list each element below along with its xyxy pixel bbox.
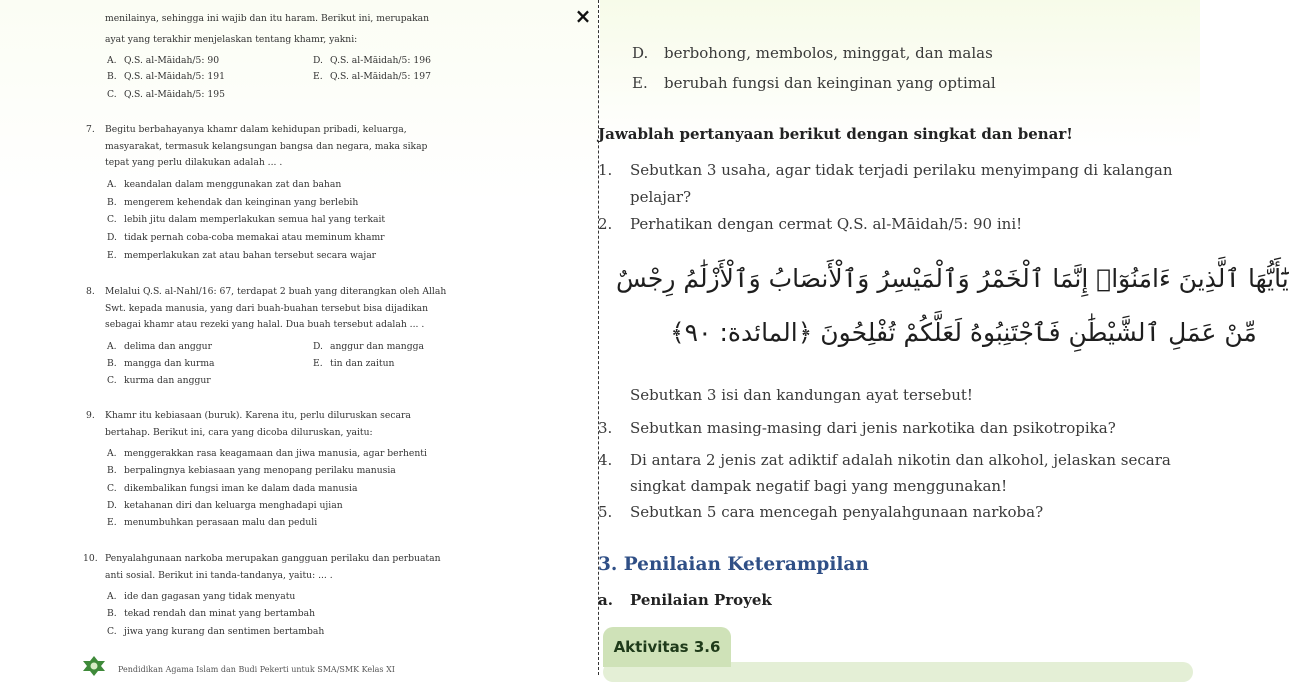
close-icon[interactable]: × <box>574 4 592 28</box>
option: E. memperlakukan zat atau bahan tersebut secara wajar <box>107 250 377 261</box>
option: C. dikembalikan fungsi iman ke dalam dada manusia <box>107 483 358 494</box>
option: C. Q.S. al-Māidah/5: 195 <box>107 89 225 100</box>
question-line: bertahap. Berikut ini, cara yang dicoba diluruskan, yaitu: <box>105 427 373 438</box>
essay-question: 3. Sebutkan masing-masing dari jenis narkotika dan psikotropika? <box>598 419 1116 437</box>
left-page <box>0 0 598 675</box>
question-number: 8. <box>86 286 95 297</box>
activity-tab: Aktivitas 3.6 <box>603 627 731 667</box>
essay-question: 4. Di antara 2 jenis zat adiktif adalah nikotin dan alkohol, jelaskan secara <box>598 451 1171 469</box>
option: D. ketahanan diri dan keluarga menghadapi ujian <box>107 500 343 511</box>
option: A. menggerakkan rasa keagamaan dan jiwa manusia, agar berhenti <box>107 448 427 459</box>
question-number: 7. <box>86 124 95 135</box>
option: C. lebih jitu dalam memperlakukan semua hal yang terkait <box>107 214 386 225</box>
option: B. berpalingnya kebiasaan yang menopang perilaku manusia <box>107 465 396 476</box>
essay-question-cont: pelajar? <box>630 188 692 206</box>
option: D. Q.S. al-Māidah/5: 196 <box>313 55 431 66</box>
section-heading: 3. Penilaian Keterampilan <box>598 554 869 575</box>
question-line: Penyalahgunaan narkoba merupakan gangguan perilaku dan perbuatan <box>105 553 441 564</box>
option: E. Q.S. al-Māidah/5: 197 <box>313 71 431 82</box>
option: B. Q.S. al-Māidah/5: 191 <box>107 71 225 82</box>
question-line: Begitu berbahayanya khamr dalam kehidupan pribadi, keluarga, <box>105 124 407 135</box>
question-number: 9. <box>86 410 95 421</box>
option: D. tidak pernah coba-coba memakai atau meminum khamr <box>107 232 385 243</box>
essay-question: 1. Sebutkan 3 usaha, agar tidak terjadi perilaku menyimpang di kalangan <box>598 161 1173 179</box>
instruction-heading: Jawablah pertanyaan berikut dengan singkat dan benar! <box>598 125 1073 143</box>
intro-line: menilainya, sehingga ini wajib dan itu haram. Berikut ini, merupakan <box>105 13 430 24</box>
question-line: Melalui Q.S. al-Nahl/16: 67, terdapat 2 buah yang diterangkan oleh Allah <box>105 286 447 297</box>
arabic-verse-line: يَٰٓأَيُّهَا ٱلَّذِينَ ءَامَنُوٓا۟ إِنَّمَا ٱلْخَمْرُ وَٱلْمَيْسِرُ وَٱلْأَنصَابُ وَٱلْأَزْلَٰمُ رِجْسٌ <box>616 264 1289 293</box>
question-line: sebagai khamr atau rezeki yang halal. Dua buah tersebut adalah ... . <box>105 319 425 330</box>
option: E. tin dan zaitun <box>313 358 395 369</box>
subsection-heading: a. Penilaian Proyek <box>598 591 772 609</box>
question-line: masyarakat, termasuk kelangsungan bangsa dan negara, maka sikap <box>105 141 428 152</box>
essay-subquestion: Sebutkan 3 isi dan kandungan ayat tersebut! <box>630 386 973 404</box>
option: D. berbohong, membolos, minggat, dan malas <box>632 44 993 62</box>
book-logo-icon <box>80 655 108 677</box>
question-line: Swt. kepada manusia, yang dari buah-buahan tersebut bisa dijadikan <box>105 303 429 314</box>
intro-line: ayat yang terakhir menjelaskan tentang khamr, yakni: <box>105 34 358 45</box>
option: B. mangga dan kurma <box>107 358 215 369</box>
option: A. ide dan gagasan yang tidak menyatu <box>107 591 296 602</box>
option: B. tekad rendah dan minat yang bertambah <box>107 608 316 619</box>
option: D. anggur dan mangga <box>313 341 424 352</box>
question-line: tepat yang perlu dilakukan adalah ... . <box>105 157 283 168</box>
option: A. delima dan anggur <box>107 341 212 352</box>
essay-question: 2. Perhatikan dengan cermat Q.S. al-Māidah/5: 90 ini! <box>598 215 1023 233</box>
question-line: anti sosial. Berikut ini tanda-tandanya, yaitu: ... . <box>105 570 333 581</box>
option: E. menumbuhkan perasaan malu dan peduli <box>107 517 318 528</box>
option: B. mengerem kehendak dan keinginan yang berlebih <box>107 197 359 208</box>
question-number: 10. <box>83 553 98 564</box>
footer-text: Pendidikan Agama Islam dan Budi Pekerti untuk SMA/SMK Kelas XI <box>118 665 395 674</box>
option: C. kurma dan anggur <box>107 375 211 386</box>
essay-question: 5. Sebutkan 5 cara mencegah penyalahgunaan narkoba? <box>598 503 1044 521</box>
option: E. berubah fungsi dan keinginan yang optimal <box>632 74 996 92</box>
question-line: Khamr itu kebiasaan (buruk). Karena itu, perlu diluruskan secara <box>105 410 411 421</box>
arabic-verse-line: مِّنْ عَمَلِ ٱلشَّيْطَٰنِ فَٱجْتَنِبُوهُ لَعَلَّكُمْ تُفْلِحُونَ ﴿المائدة: ٩٠﴾ <box>670 318 1257 347</box>
option: A. Q.S. al-Māidah/5: 90 <box>107 55 220 66</box>
option: A. keandalan dalam menggunakan zat dan bahan <box>107 179 342 190</box>
option: C. jiwa yang kurang dan sentimen bertambah <box>107 626 325 637</box>
right-page <box>598 0 1289 675</box>
essay-question-cont: singkat dampak negatif bagi yang menggunakan! <box>630 477 1008 495</box>
